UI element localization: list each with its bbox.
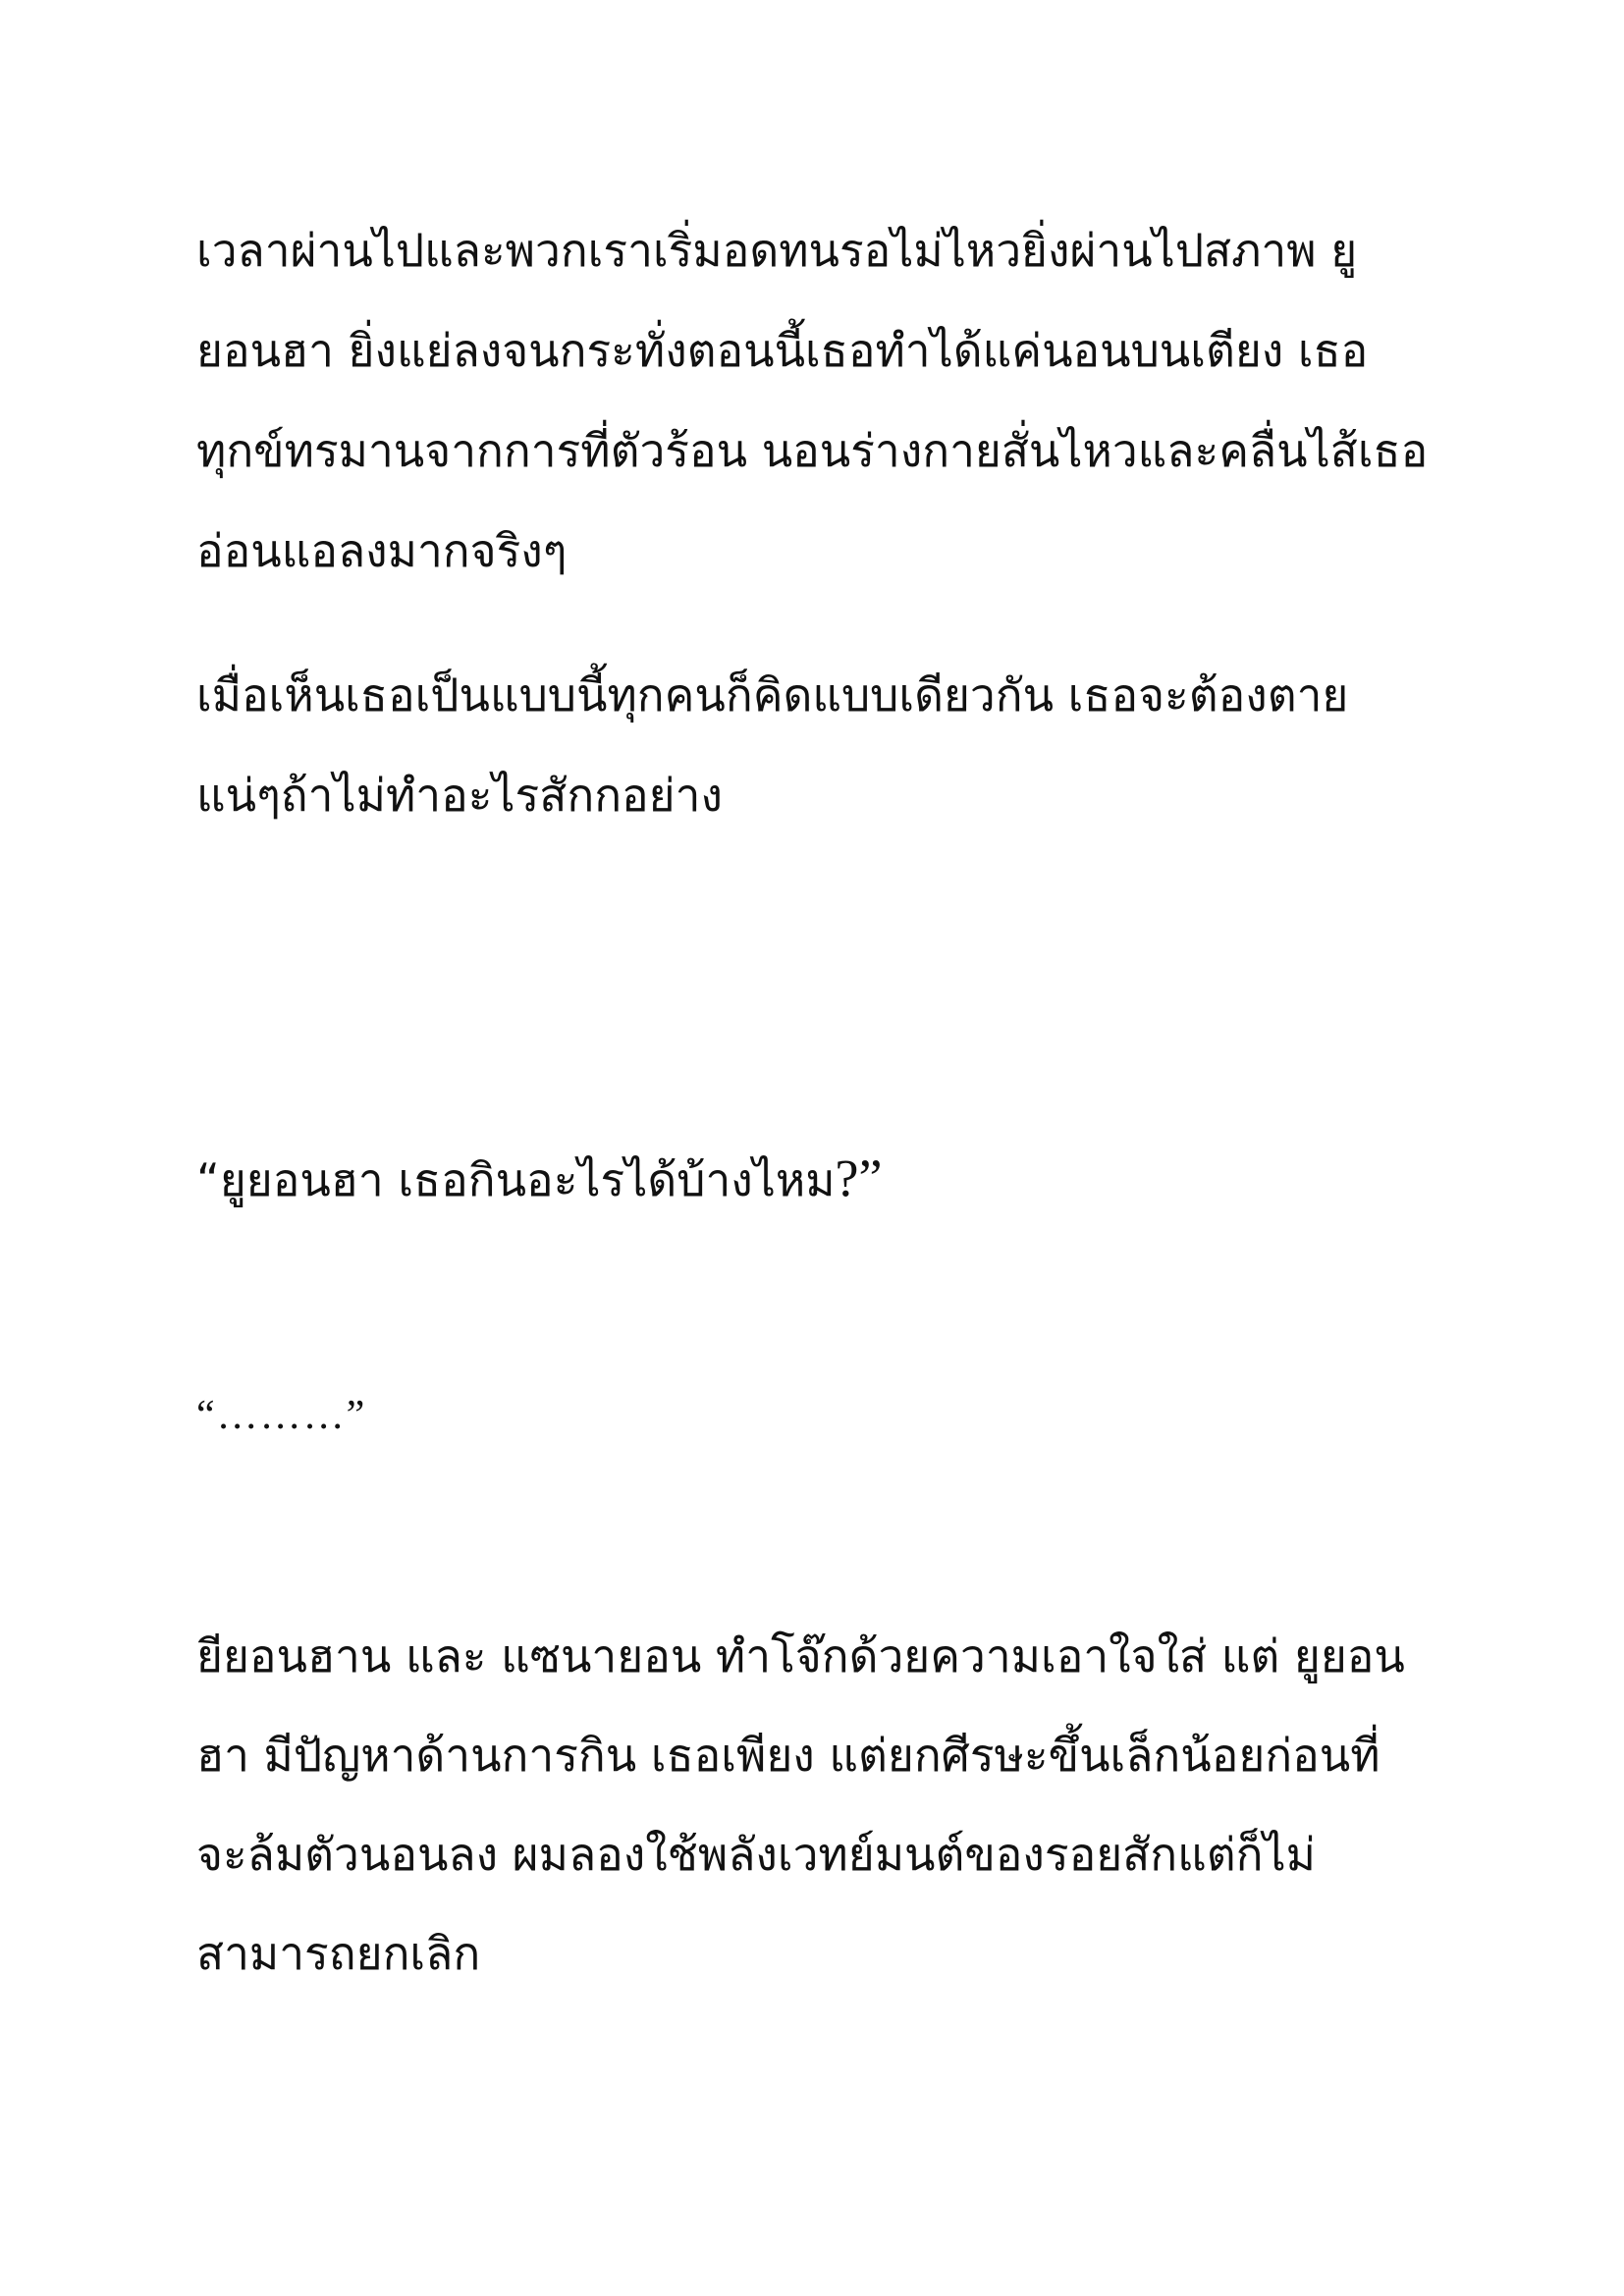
dialogue-silence: “………” <box>196 1393 367 1438</box>
paragraph-1-line-4: อ่อนแอลงมากจริงๆ <box>196 524 568 577</box>
paragraph-2-line-1: เมื่อเห็นเธอเป็นแบบนี้ทุกคนก็คิดแบบเดียวกัน เธอจะต้องตาย <box>196 668 1349 721</box>
dialogue-question-end: ?” <box>835 1148 883 1207</box>
paragraph-3-line-4: สามารถยกเลิก <box>196 1927 481 1980</box>
paragraph-1-line-1: เวลาผ่านไปและพวกเราเริ่มอดทนรอไม่ไหวยิ่งผ่านไปสภาพ ยู <box>196 224 1358 277</box>
dialogue-question <box>196 1148 882 1209</box>
dialogue-question-text: “ยูยอนฮา เธอกินอะไรได้บ้างไหม <box>196 1153 836 1206</box>
paragraph-3-line-1: ยียอนฮาน และ แซนายอน ทำโจ๊กด้วยความเอาใจใส่ แต่ ยูยอน <box>196 1629 1405 1682</box>
paragraph-3-line-2: ฮา มีปัญหาด้านการกิน เธอเพียง แต่ยกศีรษะขึ้นเล็กน้อยก่อนที่ <box>196 1729 1380 1782</box>
paragraph-1-line-2: ยอนฮา ยิ่งแย่ลงจนกระทั่งตอนนี้เธอทำได้แค่นอนบนเตียง เธอ <box>196 324 1369 377</box>
paragraph-3-line-3: จะล้มตัวนอนลง ผมลองใช้พลังเวทย์มนต์ของรอยสักแต่ก็ไม่ <box>196 1828 1316 1881</box>
paragraph-2-line-2: แน่ๆถ้าไม่ทำอะไรสักกอย่าง <box>196 769 723 822</box>
paragraph-1-line-3: ทุกข์ทรมานจากการที่ตัวร้อน นอนร่างกายสั่นไหวและคลื่นไส้เธอ <box>196 424 1429 477</box>
